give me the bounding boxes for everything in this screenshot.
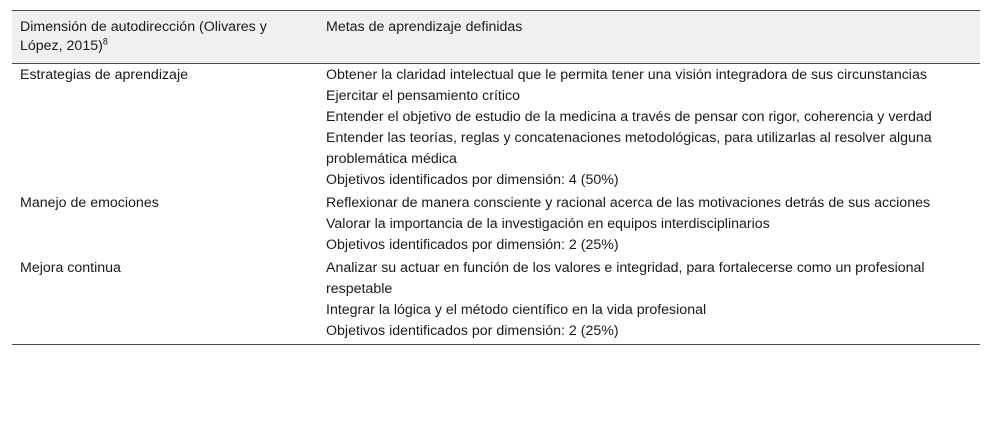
learning-goals-table-container [12, 10, 980, 345]
summary-cell [318, 235, 980, 258]
table-row [12, 193, 980, 214]
goal-cell [318, 193, 980, 214]
header-goals: Metas de aprendizaje definidas [318, 11, 980, 64]
goal-text: Valorar la importancia de la investigación en equipos interdisciplinarios [326, 216, 770, 232]
header-dimension-ref: 8 [102, 36, 108, 47]
goal-cell [318, 86, 980, 107]
table-row [12, 64, 980, 87]
goal-cell [318, 64, 980, 87]
goal-text: Entender las teorías, reglas y concatenaciones metodológicas, para utilizarlas al resolver alguna problemática médica [326, 130, 932, 167]
goal-text: Obtener la claridad intelectual que le permita tener una visión integradora de sus circunstancias [326, 67, 927, 83]
goal-cell [318, 300, 980, 321]
goal-text: Ejercitar el pensamiento crítico [326, 88, 520, 104]
table-row [12, 258, 980, 300]
dimension-cell: Estrategias de aprendizaje [20, 67, 188, 83]
dimension-cell: Manejo de emociones [20, 195, 159, 211]
table-header-row [12, 11, 980, 64]
summary-cell [318, 170, 980, 193]
goal-text: Analizar su actuar en función de los valores e integridad, para fortalecerse como un profesional respetable [326, 260, 925, 297]
header-dimension [12, 11, 318, 64]
goal-text: Reflexionar de manera consciente y racional acerca de las motivaciones detrás de sus acciones [326, 195, 931, 211]
objectives-summary: Objetivos identificados por dimensión: 4 (50%) [326, 172, 619, 188]
goal-cell [318, 128, 980, 170]
goal-text: Integrar la lógica y el método científico en la vida profesional [326, 302, 707, 318]
objectives-summary: Objetivos identificados por dimensión: 2 (25%) [326, 323, 619, 339]
summary-cell [318, 321, 980, 345]
learning-goals-table [12, 10, 980, 345]
header-dimension-label: Dimensión de autodirección (Olivares y López, 2015) [20, 19, 267, 54]
objectives-summary: Objetivos identificados por dimensión: 2 (25%) [326, 237, 619, 253]
goal-cell [318, 214, 980, 235]
goal-cell [318, 107, 980, 128]
goal-cell [318, 258, 980, 300]
goal-text: Entender el objetivo de estudio de la medicina a través de pensar con rigor, coherencia y verdad [326, 109, 932, 125]
dimension-cell: Mejora continua [20, 260, 121, 276]
